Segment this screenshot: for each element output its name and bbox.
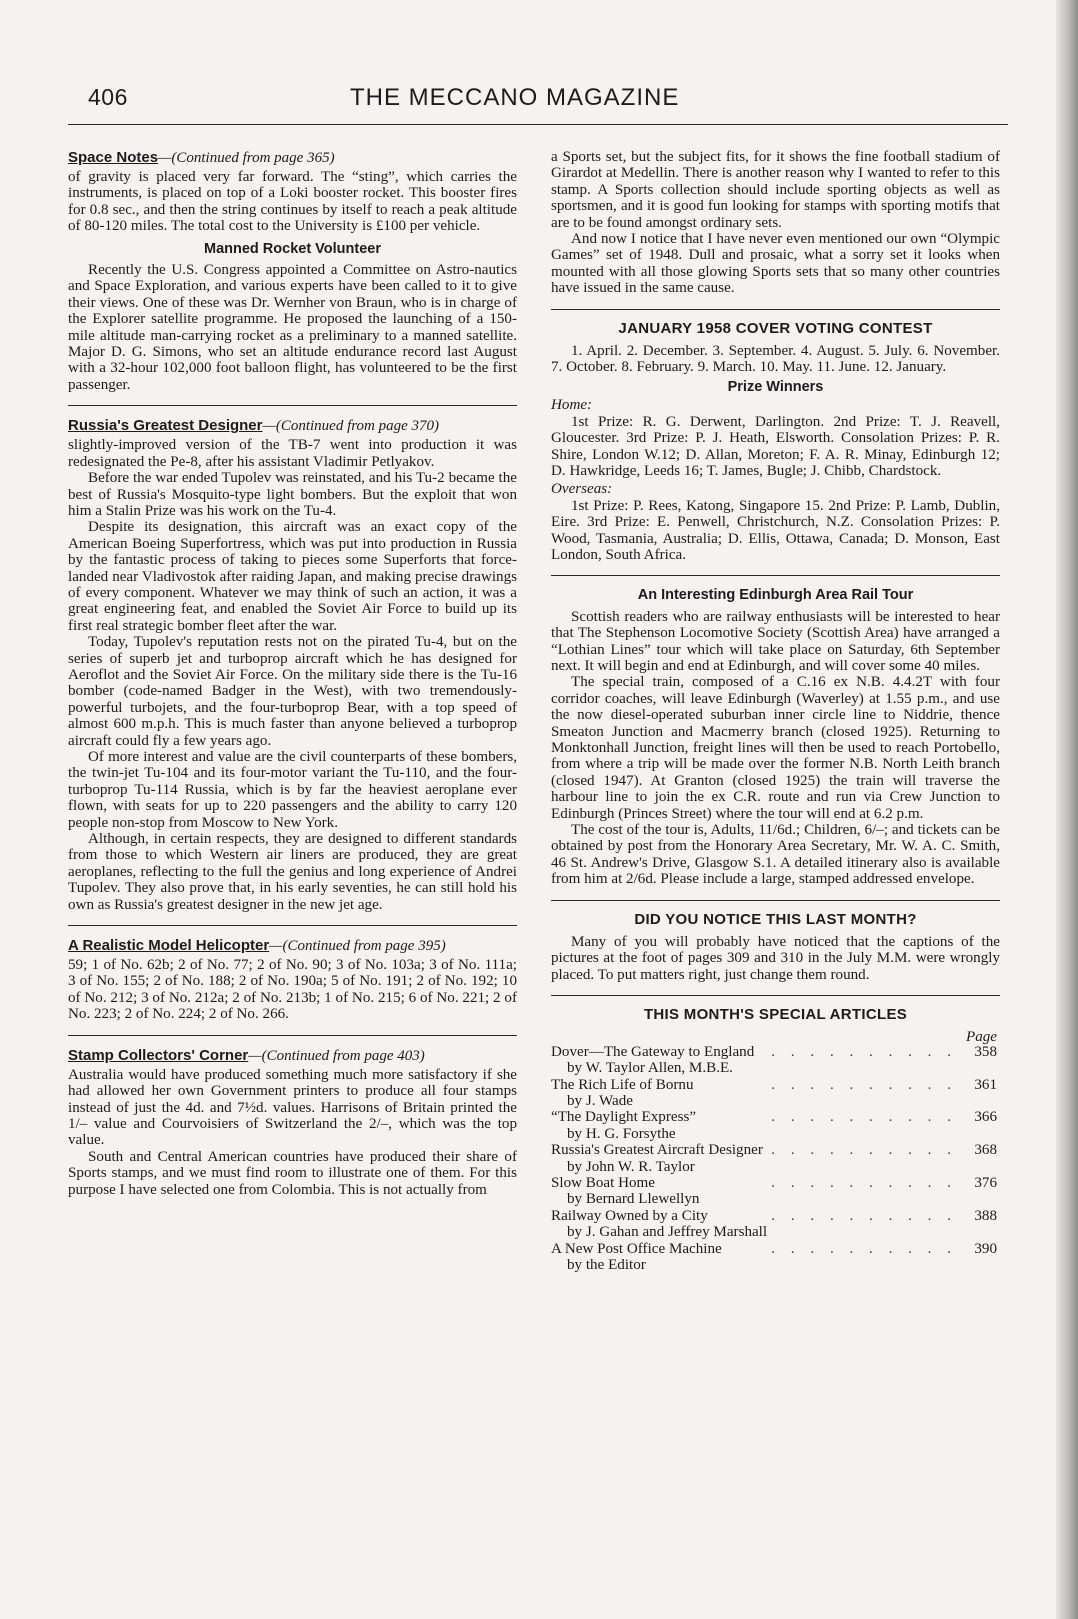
section-divider [68, 405, 517, 406]
toc-leader-dots: . . . . . . . . . . [771, 1076, 957, 1093]
toc-item [551, 1109, 1000, 1142]
toc-page-number: 390 [974, 1240, 997, 1257]
stamps-continuation: —(Continued from page 403) [248, 1047, 425, 1064]
prize-winners-heading: Prize Winners [727, 378, 824, 395]
toc-heading: THIS MONTH'S SPECIAL ARTICLES [643, 1006, 908, 1024]
toc-item [551, 1175, 1000, 1208]
home-winners: 1st Prize: R. G. Derwent, Darlington. 2nd Prize: T. J. Reavell, Gloucester. 3rd Prize: P. J. Heath, Elsworth. Consolation Prizes: P. R. Shire, London W.12; D. Allan, Moreton; F. A. R. Minay, Edinburgh 12; D. Hawkridge, Leeds 16; T. James, Bugle; J. Chibb, Chardstock. [551, 413, 1000, 479]
toc-article-title: Slow Boat Home [551, 1174, 655, 1191]
toc-leader-dots: . . . . . . . . . . [771, 1043, 957, 1060]
stamps-continued-paragraph: a Sports set, but the subject fits, for it shows the fine football stadium of Girardot at Medellin. There is another reason why I wanted to refer to this stamp. A Sports collection should include sporting objects as well as sportsmen, and it is good fun looking for stamps with sporting motifs that are to be found amongst ordinary sets. [551, 149, 1000, 231]
toc-leader-dots: . . . . . . . . . . [771, 1174, 957, 1191]
toc-article-title: Dover—The Gateway to England [551, 1043, 755, 1060]
toc-article-title: The Rich Life of Bornu [551, 1076, 694, 1093]
overseas-label: Overseas: [551, 481, 613, 498]
stamps-heading [68, 1047, 517, 1065]
space-notes-continuation: —(Continued from page 365) [158, 150, 335, 166]
toc-article-title: A New Post Office Machine [551, 1240, 722, 1257]
manned-rocket-subheading: Manned Rocket Volunteer [204, 240, 381, 257]
toc-leader-dots: . . . . . . . . . . [771, 1109, 957, 1126]
section-divider [551, 575, 1000, 576]
stamps-title: Stamp Collectors' Corner [68, 1046, 249, 1064]
stamps-continued-paragraph: And now I notice that I have never even mentioned our own “Olympic Games” set of 1948. Dull and prosaic, what a sorry set it looks when mounted with all those glowing Sports sets that so many other countries have issued in the same cause. [551, 231, 1000, 297]
helicopter-title: A Realistic Model Helicopter [68, 937, 270, 955]
toc-article-author: by H. G. Forsythe [567, 1125, 676, 1142]
helicopter-continuation: —(Continued from page 395) [269, 938, 446, 955]
russia-paragraph: Today, Tupolev's reputation rests not on the pirated Tu-4, but on the series of superb jet and turboprop aircraft which he has designed for Aeroflot and the Soviet Air Force. On the military side there is the Tu-16 bomber (code-named Badger in the West), with two tremendously-powerful turbojets, and the four-turboprop Bear, with a top speed of almost 600 m.p.h. This is much faster than anyone believed a turboprop aircraft could fly a few years ago. [68, 634, 517, 749]
space-notes-paragraph: of gravity is placed very far forward. The “sting”, which carries the instruments, is placed on top of a Loki booster rocket. This booster fires for 0.8 sec., and then the string continues by itself to reach a peak altitude of 80-120 miles. The total cost to the University is £100 per vehicle. [68, 169, 517, 235]
magazine-title: THE MECCANO MAGAZINE [350, 84, 680, 111]
toc-article-author: by J. Gahan and Jeffrey Marshall [567, 1224, 768, 1241]
toc-leader-dots: . . . . . . . . . . [771, 1240, 957, 1257]
rail-tour-paragraph: Scottish readers who are railway enthusiasts will be interested to hear that The Stephenson Locomotive Society (Scottish Area) have arranged a “Lothian Lines” tour which will take place on Saturday, 6th September next. It will begin and end at Edinburgh, and will cover some 40 miles. [551, 608, 1000, 674]
toc-page-number: 366 [974, 1109, 997, 1126]
left-column [68, 149, 517, 1198]
section-divider [551, 309, 1000, 310]
space-notes-heading [68, 149, 517, 167]
russia-paragraph: slightly-improved version of the TB-7 went into production it was redesignated the Pe-8, after his assistant Vladimir Petlyakov. [68, 437, 517, 470]
toc-page-number: 376 [974, 1174, 997, 1191]
toc-item [551, 1241, 1000, 1274]
page-edge-shadow [1056, 0, 1078, 1619]
section-divider [551, 900, 1000, 901]
overseas-winners: 1st Prize: P. Rees, Katong, Singapore 15. 2nd Prize: P. Lamb, Dublin, Eire. 3rd Prize: E. Penwell, Christchurch, N.Z. Consolation Prizes: P. Wood, Tasmania, Australia; D. Ellis, Ottawa, Canada; D. Monson, East London, South Africa. [551, 497, 1000, 563]
page-number: 406 [88, 84, 128, 110]
rail-tour-heading: An Interesting Edinburgh Area Rail Tour [637, 587, 914, 604]
home-label: Home: [551, 397, 593, 414]
toc-page-label: Page [965, 1028, 997, 1045]
russia-heading [68, 417, 517, 435]
toc-leader-dots: . . . . . . . . . . [771, 1142, 957, 1159]
toc-item [551, 1208, 1000, 1241]
russia-paragraph: Although, in certain respects, they are designed to different standards from those to which Western air liners are produced, they are great aeroplanes, reflecting to the full the genius and long experience of Andrei Tupolev. They also prove that, in his early seventies, he can still hold his own as Russia's greatest designer in the new jet age. [68, 831, 517, 913]
toc-article-author: by Bernard Llewellyn [567, 1191, 700, 1208]
stamps-paragraph: South and Central American countries have produced their share of Sports stamps, and we must find room to illustrate one of them. For this purpose I have selected one from Colombia. This is not actually from [68, 1148, 517, 1198]
toc-article-author: by the Editor [567, 1256, 646, 1273]
russia-continuation: —(Continued from page 370) [262, 418, 440, 435]
russia-paragraph: Of more interest and value are the civil counterparts of these bombers, the twin-jet Tu-104 and its four-motor variant the Tu-110, and the four-turboprop Tu-114 Russia, which is by far the heaviest aeroplane ever flown, with seats for up to 220 passengers and the ability to carry 120 people non-stop from Moscow to New York. [68, 749, 517, 831]
toc-page-number: 358 [974, 1043, 997, 1060]
russia-title: Russia's Greatest Designer [68, 417, 263, 435]
toc-page-number: 388 [974, 1207, 997, 1224]
toc-article-title: Railway Owned by a City [551, 1207, 708, 1224]
rail-tour-paragraph: The special train, composed of a C.16 ex N.B. 4.4.2T with four corridor coaches, will leave Edinburgh (Waverley) at 1.55 p.m., and use the now diesel-operated suburban inner circle line to Niddrie, thence Smeaton Junction and Macmerry branch (closed 1925). Returning to Monktonhall Junction, freight lines will then be used to reach Portobello, from where a trip will be made over the former N.B. North Leith branch (closed 1947). At Granton (closed 1925) the train will traverse the harbour line to join the ex C.R. route and run via Crew Junction to Edinburgh (Princes Street) where the tour will end at 6.2 p.m. [551, 674, 1000, 822]
russia-paragraph: Before the war ended Tupolev was reinstated, and his Tu-2 became the best of Russia's Mosquito-type light bombers. But the exploit that won him a Stalin Prize was his work on the Tu-4. [68, 470, 517, 519]
right-column [551, 149, 1000, 1273]
notice-heading: DID YOU NOTICE THIS LAST MONTH? [634, 910, 917, 928]
section-divider [68, 1035, 517, 1036]
toc-page-number: 368 [974, 1142, 997, 1159]
section-divider [551, 995, 1000, 996]
toc-leader-dots: . . . . . . . . . . [771, 1207, 957, 1224]
helicopter-parts-list: 59; 1 of No. 62b; 2 of No. 77; 2 of No. 90; 3 of No. 103a; 3 of No. 111a; 3 of No. 155; 2 of No. 188; 2 of No. 190a; 5 of No. 191; 2 of No. 192; 10 of No. 212; 3 of No. 212a; 2 of No. 213b; 1 of No. 215; 6 of No. 221; 2 of No. 223; 2 of No. 224; 2 of No. 266. [68, 957, 517, 1023]
section-divider [68, 925, 517, 926]
toc-article-title: “The Daylight Express” [551, 1109, 697, 1126]
toc-item [551, 1044, 1000, 1077]
toc-article-author: by John W. R. Taylor [567, 1158, 695, 1175]
toc-article-author: by J. Wade [567, 1092, 633, 1109]
russia-paragraph: Despite its designation, this aircraft was an exact copy of the American Boeing Superfortress, which was put into production in Russia by the fantastic process of taking to pieces some Superforts that force-landed near Vladivostok after raiding Japan, and making precise drawings of every component. Whatever we may think of such an action, it was a great engineering feat, and enabled the Soviet Air Force to build up its first real strategic bomber fleet after the war. [68, 519, 517, 634]
contest-results: 1. April. 2. December. 3. September. 4. August. 5. July. 6. November. 7. October. 8. February. 9. March. 10. May. 11. June. 12. January. [551, 343, 1000, 376]
helicopter-heading [68, 937, 517, 955]
toc-item [551, 1142, 1000, 1175]
toc-item [551, 1077, 1000, 1110]
header-rule [68, 124, 1008, 125]
rail-tour-paragraph: The cost of the tour is, Adults, 11/6d.; Children, 6/–; and tickets can be obtained by post from the Honorary Area Secretary, Mr. W. A. C. Smith, 46 St. Andrew's Drive, Glasgow S.1. A detailed itinerary also is available from him at 2/6d. Please include a large, stamped addressed envelope. [551, 822, 1000, 888]
toc-article-title: Russia's Greatest Aircraft Designer [551, 1142, 763, 1159]
manned-rocket-paragraph: Recently the U.S. Congress appointed a Committee on Astro-nautics and Space Exploration, and various experts have been called to it to give their views. One of these was Dr. Wernher von Braun, who is in charge of the Explorer satellite programme. He proposed the launching of a 150-mile altitude man-carrying rocket as a preliminary to a manned satellite. Major D. G. Simons, who set an altitude endurance record last August with a 32-hour 102,000 foot balloon flight, has volunteered to be the first passenger. [68, 262, 517, 393]
stamps-paragraph: Australia would have produced something much more satisfactory if she had allowed her own Government printers to produce all four stamps instead of just the 4d. and 7½d. values. Harrisons of Britain printed the 1/– value and Courvoisiers of Switzerland the 2/–, which was the top value. [68, 1066, 517, 1149]
space-notes-title: Space Notes [68, 149, 159, 166]
notice-paragraph: Many of you will probably have noticed that the captions of the pictures at the foot of pages 309 and 310 in the July M.M. were wrongly placed. To put matters right, just change them round. [551, 934, 1000, 983]
toc-page-number: 361 [974, 1076, 997, 1093]
contest-heading: JANUARY 1958 COVER VOTING CONTEST [618, 319, 933, 337]
toc-article-author: by W. Taylor Allen, M.B.E. [567, 1060, 733, 1077]
